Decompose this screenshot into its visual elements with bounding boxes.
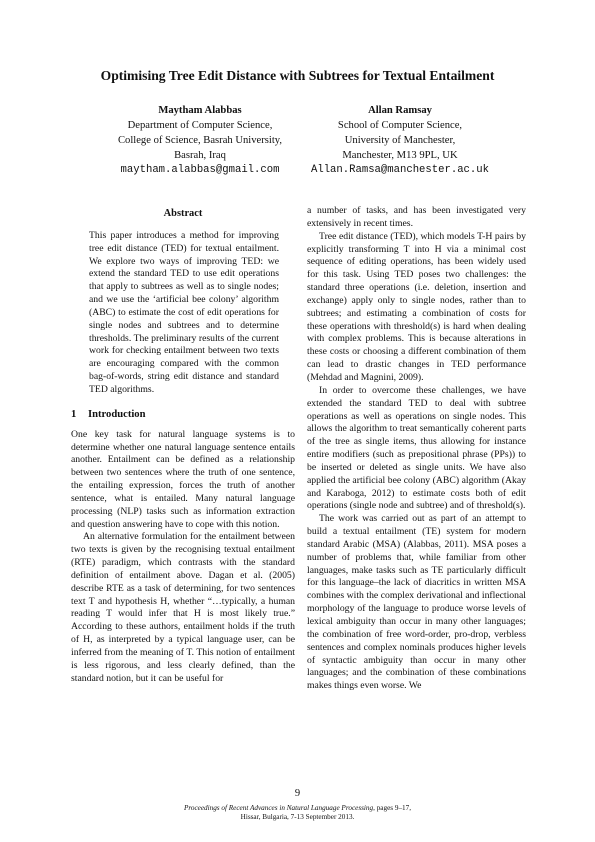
abstract-text: This paper introduces a method for improving tree edit distance (TED) for textual entailment. We explore two ways of improving TED: we extend the standard TED to use edit operations that apply to subtrees as well as to single nodes; and we use the ‘artificial bee colony’ algorithm (ABC) to estimate the cost of edit operations for single nodes and subtrees and to determine thresholds. The preliminary results of the current work for checking entailment between two texts are encouraging compared with the common bag-of-words, string edit distance and standard TED algorithms.: [89, 229, 279, 395]
page-number: 9: [294, 788, 301, 799]
page-footer: [0, 804, 595, 822]
footer-pages: , pages 9–17,: [373, 804, 412, 812]
author-affiliation: Basrah, Iraq: [174, 150, 226, 161]
intro-paragraph-4: In order to overcome these challenges, we have extended the standard TED to deal with subtree operations as well as operations on single nodes. This allows the algorithm to treat semantically coherent parts of the tree as single items, thus allowing for instance entire modifiers (such as prepositional phrase (PPs)) to be inserted or deleted as single units. We have also applied the artificial bee colony (ABC) algorithm (Akay and Karaboga, 2012) to estimate costs both of edit operations (single node and subtree) and of threshold(s).: [307, 384, 526, 512]
abstract: [89, 230, 279, 397]
author-email: Allan.Ramsa@manchester.ac.uk: [310, 164, 489, 176]
author-affiliation: School of Computer Science,: [337, 120, 463, 131]
author-affiliation: Manchester, M13 9PL, UK: [342, 150, 458, 161]
author-name: Allan Ramsay: [368, 105, 432, 116]
section-heading: [71, 409, 295, 422]
section-title: Introduction: [88, 408, 146, 420]
abstract-heading: Abstract: [163, 208, 203, 219]
section-number: 1: [71, 408, 77, 420]
right-column: [307, 205, 526, 693]
author-affiliation: University of Manchester,: [344, 135, 456, 146]
intro-paragraph-1: One key task for natural language systems is to determine whether one natural language sentence entails another. Entailment can be defined as a relationship between two sentences where the truth of one sentence, the entailing expression, forces the truth of another sentence, what is entailed. Many natural language processing (NLP) tasks such as information extraction and question answering have to cope with this notion.: [71, 428, 295, 530]
author-affiliation: College of Science, Basrah University,: [117, 135, 283, 146]
left-column: [71, 205, 295, 686]
footer-proceedings: Proceedings of Recent Advances in Natural Language Processing: [183, 804, 374, 812]
author-email: maytham.alabbas@gmail.com: [120, 164, 280, 176]
author-block-2: [300, 103, 500, 178]
paper-title: Optimising Tree Edit Distance with Subtrees for Textual Entailment: [100, 68, 495, 83]
footer-location: Hissar, Bulgaria, 7-13 September 2013.: [240, 813, 355, 821]
author-block-1: [100, 103, 300, 178]
author-affiliation: Department of Computer Science,: [127, 120, 273, 131]
author-name: Maytham Alabbas: [158, 105, 242, 116]
intro-paragraph-2-continued: a number of tasks, and has been investigated very extensively in recent times.: [307, 205, 526, 229]
intro-paragraph-2: An alternative formulation for the entailment between two texts is given by the recognising textual entailment (RTE) paradigm, which contrasts with the standard definition of entailment above. Dagan et al. (2005) describe RTE as a task of determining, for two sentences text T and hypothesis H, whether “…typically, a human reading T would infer that H is most likely true.” According to these authors, entailment holds if the truth of H, as interpreted by a typical language user, can be inferred from the meaning of T. This notion of entailment is less rigorous, and less clearly defined, than the standard notion, but it can be useful for: [71, 531, 295, 684]
intro-paragraph-3: Tree edit distance (TED), which models T-H pairs by explicitly transforming T into H via a minimal cost sequence of editing operations, has been widely used for this task. Using TED poses two challenges: the standard three operations (i.e. deletion, insertion and exchange) apply only to single nodes, rather than to subtrees; and estimating a combination of costs for these operations with threshold(s) is hard when dealing with complex problems. This is because alterations in these costs or choosing a different combination of them can lead to drastic changes in TED performance (Mehdad and Magnini, 2009).: [307, 230, 526, 383]
intro-paragraph-5: The work was carried out as part of an attempt to build a textual entailment (TE) system for modern standard Arabic (MSA) (Alabbas, 2011). MSA poses a number of problems that, while familiar from other languages, make tasks such as TE particularly difficult for this language–the lack of diacritics in written MSA combines with the complex derivational and inflectional morphology of the language to produce worse levels of lexical ambiguity than occur in many other languages; the combination of free word-order, pro-drop, verbless sentences and complex nominals produces higher levels of syntactic ambiguity than occur in many other languages; and the combination of these combinations makes things even worse. We: [307, 513, 526, 692]
